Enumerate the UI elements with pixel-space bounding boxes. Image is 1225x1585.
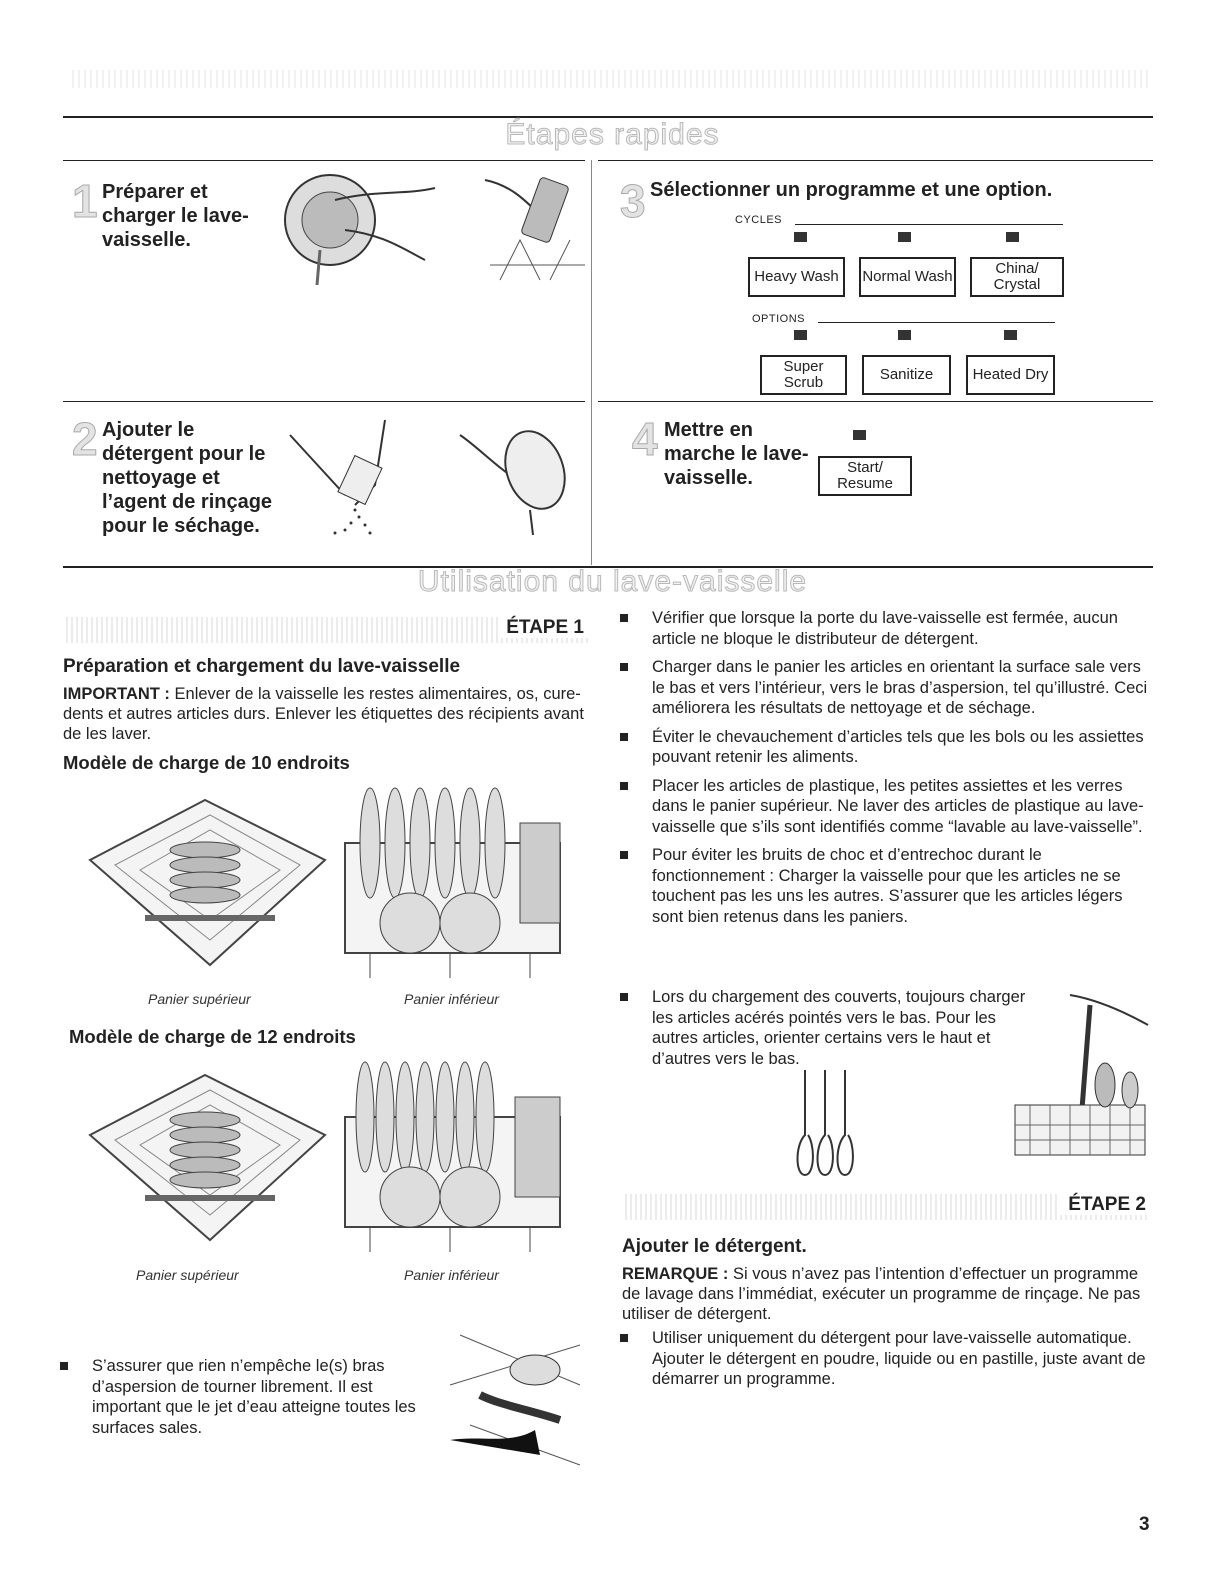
china-crystal-button[interactable]: China/ Crystal: [970, 257, 1064, 297]
step2-label: Ajouter le détergent pour le nettoyage et l’agent de rinçage pour le séchage.: [102, 419, 273, 537]
step4-number: 4: [632, 413, 658, 465]
caption-upper-10: Panier supérieur: [148, 991, 251, 1007]
detergent-list: [618, 1328, 1148, 1398]
loading-glass-illustration: [480, 170, 590, 285]
remarque-label: REMARQUE :: [622, 1265, 729, 1283]
caption-upper-12: Panier supérieur: [136, 1267, 239, 1283]
cycles-label: CYCLES: [735, 214, 783, 226]
model12-heading: Modèle de charge de 12 endroits: [69, 1026, 356, 1047]
caption-lower-10: Panier inférieur: [404, 991, 499, 1007]
loading-tips-list: [618, 608, 1148, 935]
remarque-text: Si vous n’avez pas l’intention d’effectuer un programme de lavage dans l’immédiat, exécuter un programme de rinçage. Ne pas utiliser de détergent.: [622, 1265, 1141, 1323]
normal-wash-button[interactable]: Normal Wash: [859, 257, 956, 297]
upper-rack-12-illustration: [85, 1065, 330, 1245]
tip-detergent-dispenser: Vérifier que lorsque la porte du lave-vaisselle est fermée, aucun article ne bloque le distributeur de détergent.: [618, 608, 1148, 649]
step1-number: 1: [72, 175, 98, 227]
upper-rack-10-illustration: [85, 790, 330, 970]
spray-arm-bullet: S’assurer que rien n’empêche le(s) bras d’aspersion de tourner librement. Il est important que le jet d’eau atteigne toutes les surfaces sales.: [58, 1356, 428, 1438]
tip-avoid-overlap: Éviter le chevauchement d’articles tels que les bols ou les assiettes pouvant retenir les aliments.: [618, 727, 1148, 768]
lower-rack-10-illustration: [340, 783, 570, 983]
cycles-line: [795, 224, 1063, 225]
heated-dry-button[interactable]: Heated Dry: [966, 355, 1055, 395]
page-number: 3: [1139, 1514, 1150, 1535]
quick-steps-title: Étapes rapides: [505, 118, 720, 151]
sanitize-button[interactable]: Sanitize: [862, 355, 951, 395]
led-heated-dry: [1004, 330, 1017, 340]
led-super-scrub: [794, 330, 807, 340]
important-text: Enlever de la vaisselle les restes alimentaires, os, cure-dents et autres articles durs. Enlever les étiquettes des récipients avant de les laver.: [63, 685, 584, 743]
caption-lower-12: Panier inférieur: [404, 1267, 499, 1283]
rule-right-mid: [598, 401, 1153, 402]
utensil-bullet: Lors du chargement des couverts, toujours charger les articles acérés pointés vers le bas. Pour les autres articles, orienter certains vers le haut et d’autres vers le bas.: [618, 987, 1028, 1069]
tip-soiled-surface: Charger dans le panier les articles en orientant la surface sale vers le bas et vers l’intérieur, vers le bras d’aspersion, tel qu’illustré. Ceci améliorera les résultats de nettoyage et de séchage.: [618, 657, 1148, 719]
step1-label: Préparer et charger le lave-vaisselle.: [102, 181, 249, 251]
etape1-header: [63, 617, 588, 643]
spray-arm-illustration: [440, 1325, 590, 1475]
tip-noise: Pour éviter les bruits de choc et d’entrechoc durant le fonctionnement : Charger la vaisselle pour que les articles ne se touchent pas les uns les autres. S’assurer que les articles légers sont bien retenus dans les paniers.: [618, 845, 1148, 927]
super-scrub-button[interactable]: Super Scrub: [760, 355, 847, 395]
step4-label: Mettre en marche le lave-vaisselle.: [664, 419, 809, 489]
rule-left-mid: [63, 401, 585, 402]
model10-heading: Modèle de charge de 10 endroits: [63, 752, 350, 773]
led-heavy-wash: [794, 232, 807, 242]
rule-center-vertical: [591, 160, 592, 565]
options-label: OPTIONS: [752, 313, 806, 325]
plate-scraping-illustration: [275, 170, 445, 290]
led-china-crystal: [1006, 232, 1019, 242]
rinse-aid-bottle-illustration: [455, 415, 575, 540]
lower-rack-12-illustration: [340, 1057, 570, 1257]
important-label: IMPORTANT :: [63, 685, 170, 703]
header-strip: [68, 70, 1150, 88]
important-paragraph: [63, 684, 588, 744]
rule-left-under-title: [63, 160, 585, 161]
etape1-label: ÉTAPE 1: [498, 617, 588, 638]
led-sanitize: [898, 330, 911, 340]
led-start-resume: [853, 430, 866, 440]
etape2-header: [622, 1194, 1150, 1220]
etape1-heading: Préparation et chargement du lave-vaisselle: [63, 656, 461, 677]
remarque-paragraph: [622, 1264, 1154, 1324]
spray-arm-list: [58, 1356, 428, 1446]
step3-number: 3: [620, 175, 646, 227]
etape2-heading: Ajouter le détergent.: [622, 1236, 807, 1257]
heavy-wash-button[interactable]: Heavy Wash: [748, 257, 845, 297]
usage-title: Utilisation du lave-vaisselle: [417, 565, 808, 598]
tip-plastic-items: Placer les articles de plastique, les petites assiettes et les verres dans le panier supérieur. Ne laver des articles de plastique au lave-vaisselle que s’ils sont identifiés comme “lavable au lave-vaisselle”.: [618, 776, 1148, 838]
spoons-illustration: [790, 1065, 865, 1180]
detergent-pouring-illustration: [285, 415, 405, 540]
led-normal-wash: [898, 232, 911, 242]
options-line: [818, 322, 1055, 323]
etape2-label: ÉTAPE 2: [1060, 1194, 1150, 1215]
utensil-list: [618, 987, 1028, 1077]
detergent-bullet: Utiliser uniquement du détergent pour lave-vaisselle automatique. Ajouter le détergent en poudre, liquide ou en pastille, juste avant de démarrer un programme.: [618, 1328, 1148, 1390]
rule-right-under-title: [598, 160, 1153, 161]
start-resume-button[interactable]: Start/ Resume: [818, 456, 912, 496]
step2-number: 2: [72, 413, 98, 465]
utensil-basket-illustration: [1010, 985, 1150, 1160]
step3-label: Sélectionner un programme et une option.: [650, 179, 1053, 201]
